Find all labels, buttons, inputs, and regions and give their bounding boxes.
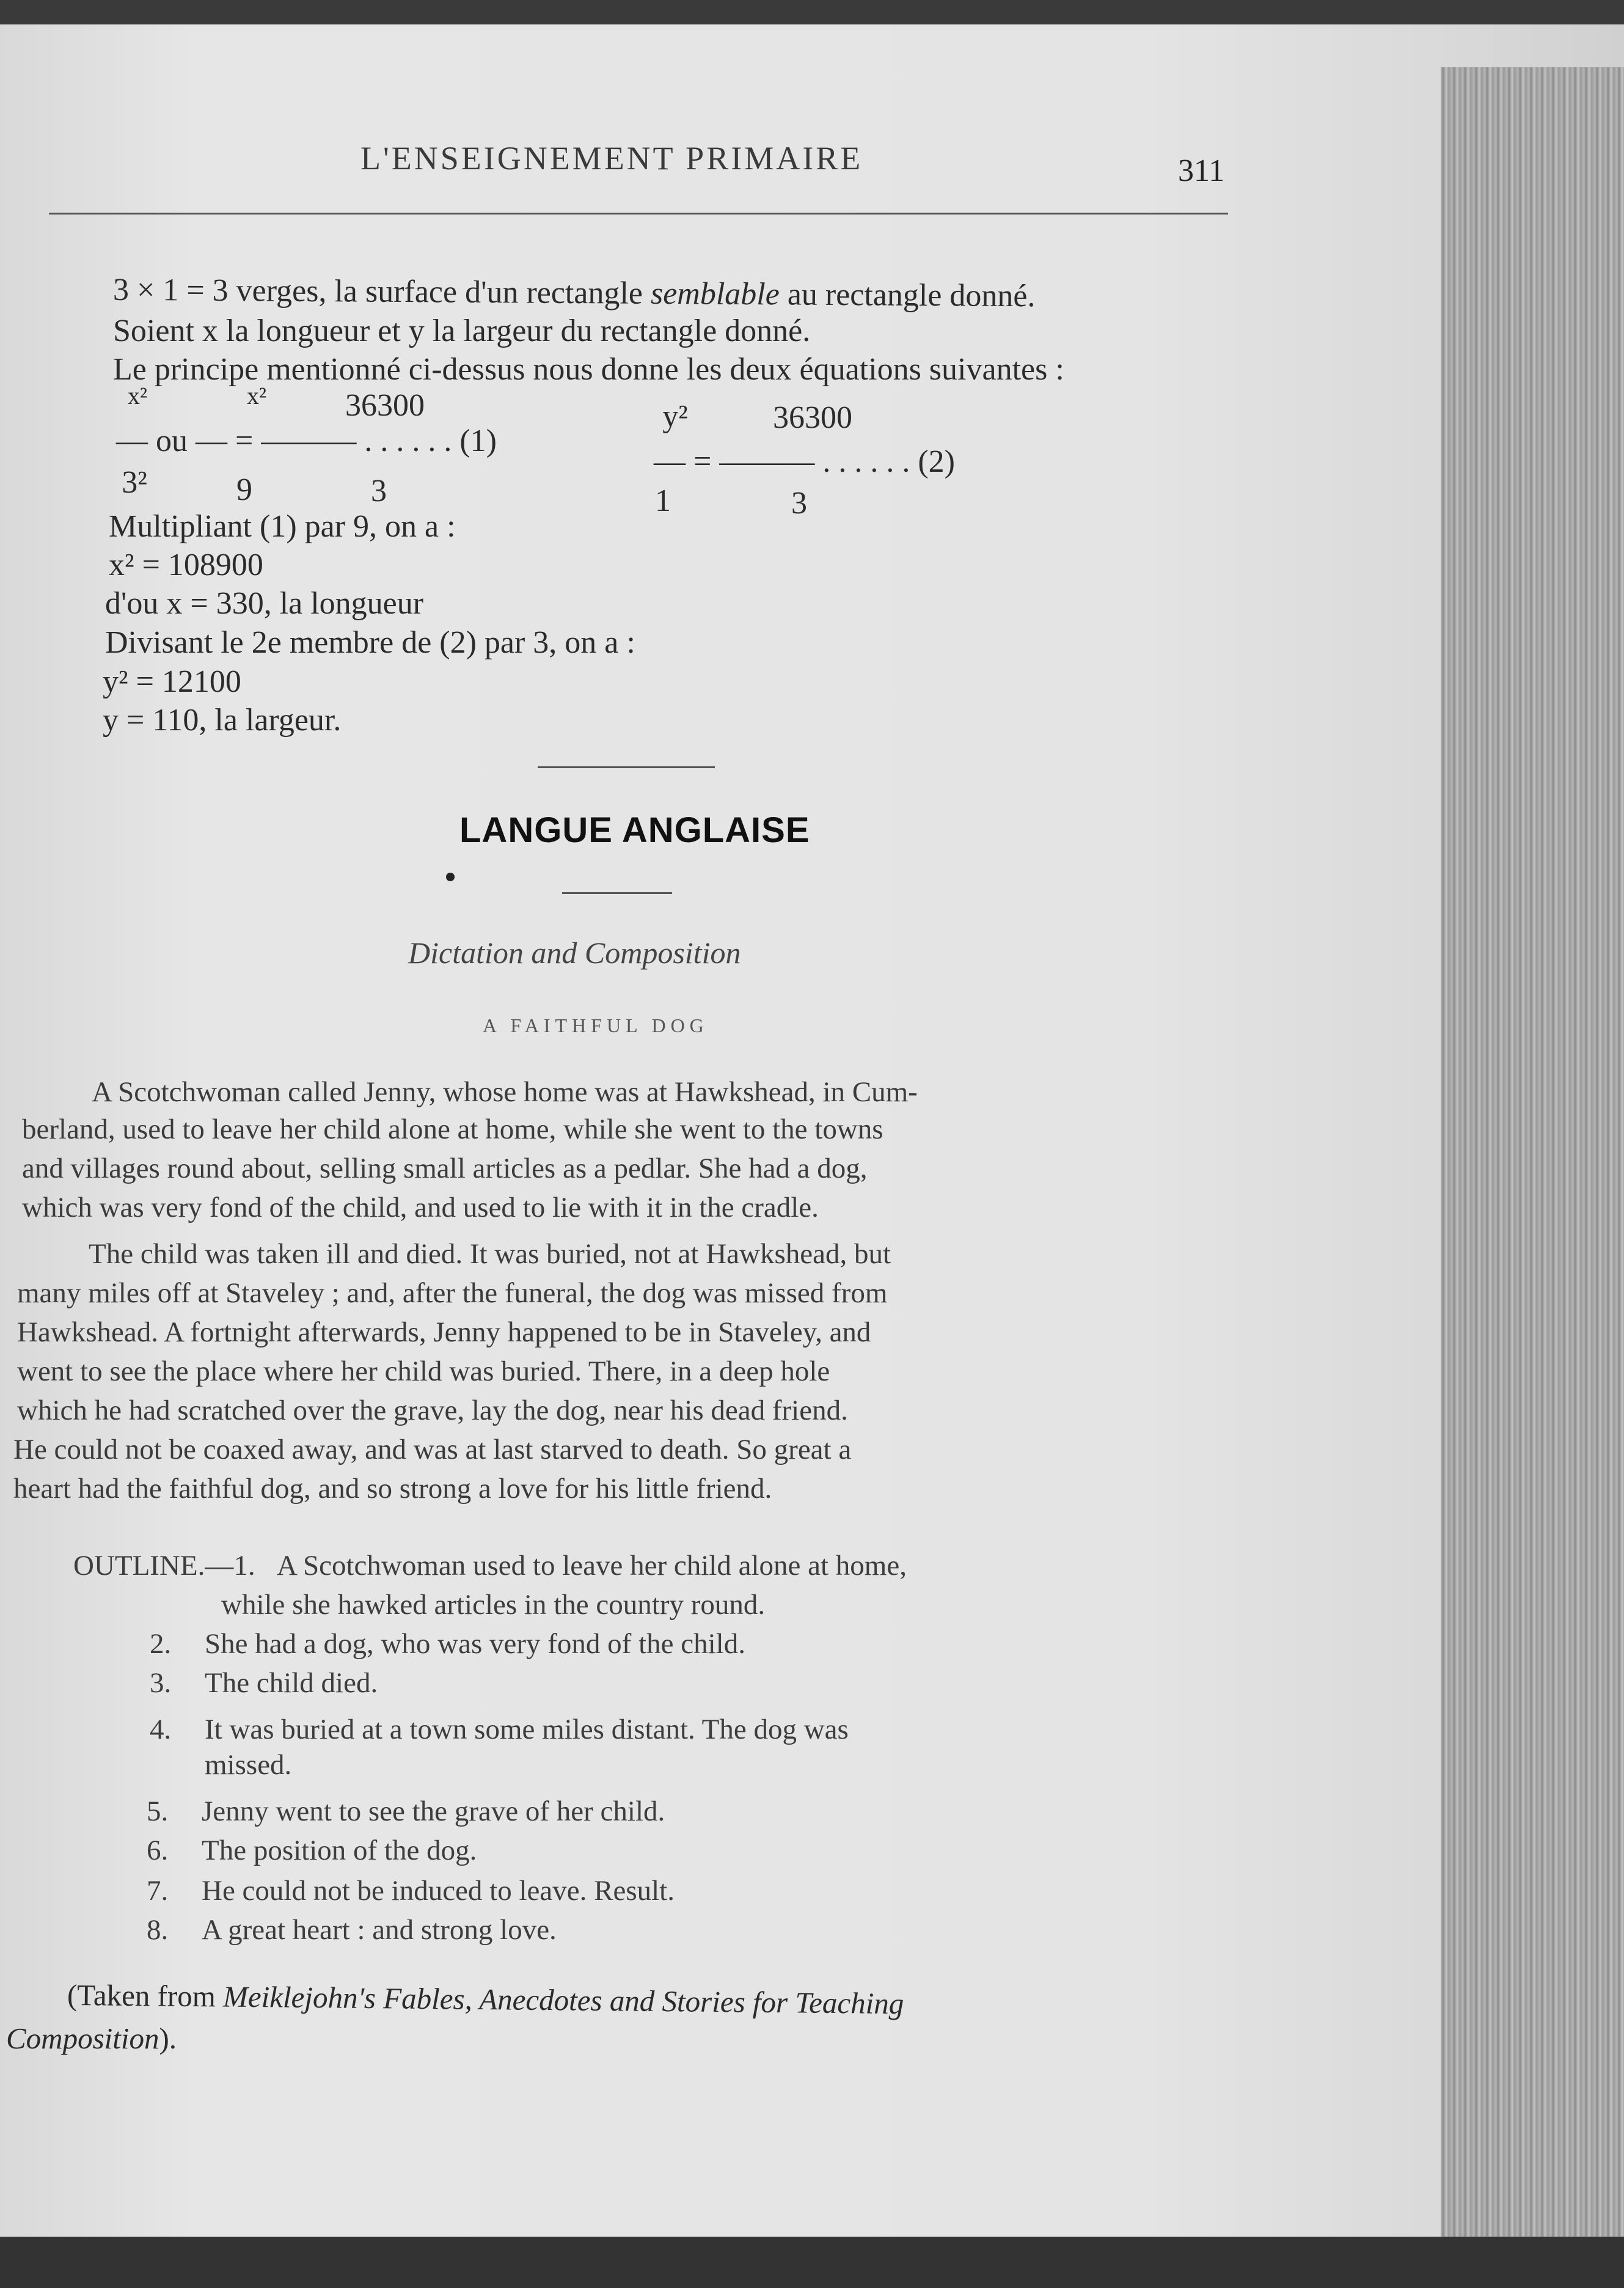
outline-item-4: 4. It was buried at a town some miles distant. The dog was (150, 1714, 849, 1745)
running-title: L'ENSEIGNEMENT PRIMAIRE (360, 140, 863, 177)
story-line-5: The child was taken ill and died. It was buried, not at Hawkshead, but (89, 1238, 891, 1270)
story-line-7: Hawkshead. A fortnight afterwards, Jenny happened to be in Staveley, and (17, 1316, 871, 1348)
math-line-5: x² = 108900 (109, 548, 263, 582)
eq2-den-a: 1 (655, 483, 671, 518)
story-line-11: heart had the faithful dog, and so strong a love for his little friend. (13, 1473, 772, 1505)
outline-item-5: 5. Jenny went to see the grave of her child. (147, 1795, 665, 1827)
math-line-9: y = 110, la largeur. (103, 703, 342, 738)
outline-item-8: 8. A great heart : and strong love. (147, 1914, 557, 1946)
section-title: LANGUE ANGLAISE (459, 810, 810, 850)
story-line-6: many miles off at Staveley ; and, after the funeral, the dog was missed from (17, 1277, 888, 1309)
bullet-mark (446, 873, 455, 881)
math-line-6: d'ou x = 330, la longueur (105, 586, 424, 621)
eq2-num-c: 36300 (773, 400, 852, 435)
outline-item-2: 2. She had a dog, who was very fond of the child. (150, 1628, 745, 1660)
math-line-1: 3 × 1 = 3 verges, la surface d'un rectangle semblable au rectangle donné. (112, 272, 1036, 314)
eq1-den-a: 3² (122, 465, 147, 500)
eq2-den-c: 3 (791, 486, 807, 521)
eq1-main: — ou — = ——— . . . . . . (1) (116, 424, 497, 458)
outline-item-4-cont: missed. (205, 1749, 292, 1781)
outline-item-1-cont: while she hawked articles in the country round. (221, 1589, 766, 1621)
math-line-7: Divisant le 2e membre de (2) par 3, on a : (105, 625, 635, 660)
eq1-num-a: x² (128, 382, 147, 409)
outline-item-3: 3. The child died. (150, 1667, 378, 1699)
math-line-8: y² = 12100 (103, 664, 241, 699)
page-edge (1441, 67, 1624, 2267)
story-line-10: He could not be coaxed away, and was at last starved to death. So great a (13, 1434, 852, 1465)
section-subtitle: Dictation and Composition (408, 936, 741, 970)
math-line-3: Le principe mentionné ci-dessus nous donne les deux équations suivantes : (113, 352, 1064, 387)
page-number: 311 (1178, 153, 1225, 188)
story-line-3: and villages round about, selling small articles as a pedlar. She had a dog, (22, 1153, 868, 1184)
outline-item-6: 6. The position of the dog. (147, 1835, 477, 1866)
story-line-1: A Scotchwoman called Jenny, whose home was at Hawkshead, in Cum- (92, 1076, 918, 1108)
eq1-den-b: 9 (236, 472, 252, 507)
story-line-2: berland, used to leave her child alone at home, while she went to the towns (22, 1113, 883, 1145)
story-title: A FAITHFUL DOG (483, 1014, 709, 1036)
outline-item-1: OUTLINE.—1. A Scotchwoman used to leave her child alone at home, (73, 1550, 907, 1582)
citation-line-2: Composition). (6, 2022, 177, 2055)
section-rule-bottom (562, 892, 672, 894)
math-line-2: Soient x la longueur et y la largeur du rectangle donné. (113, 314, 811, 348)
math-line-4: Multipliant (1) par 9, on a : (109, 509, 456, 544)
eq2-num-a: y² (662, 399, 688, 434)
citation-line-1: (Taken from Meiklejohn's Fables, Anecdotes and Stories for Teaching (67, 1978, 904, 2021)
eq1-num-c: 36300 (345, 388, 425, 423)
eq1-num-b: x² (247, 382, 266, 409)
eq2-main: — = ——— . . . . . . (2) (654, 444, 955, 479)
outline-item-7: 7. He could not be induced to leave. Result. (147, 1875, 675, 1907)
story-line-8: went to see the place where her child was buried. There, in a deep hole (17, 1355, 830, 1387)
header-rule (49, 213, 1228, 215)
scan-border-top (0, 0, 1624, 24)
eq1-den-c: 3 (371, 474, 387, 508)
section-rule-top (538, 766, 715, 768)
scan-border-bottom (0, 2237, 1624, 2288)
story-line-4: which was very fond of the child, and used to lie with it in the cradle. (22, 1192, 819, 1223)
story-line-9: which he had scratched over the grave, lay the dog, near his dead friend. (17, 1395, 848, 1426)
